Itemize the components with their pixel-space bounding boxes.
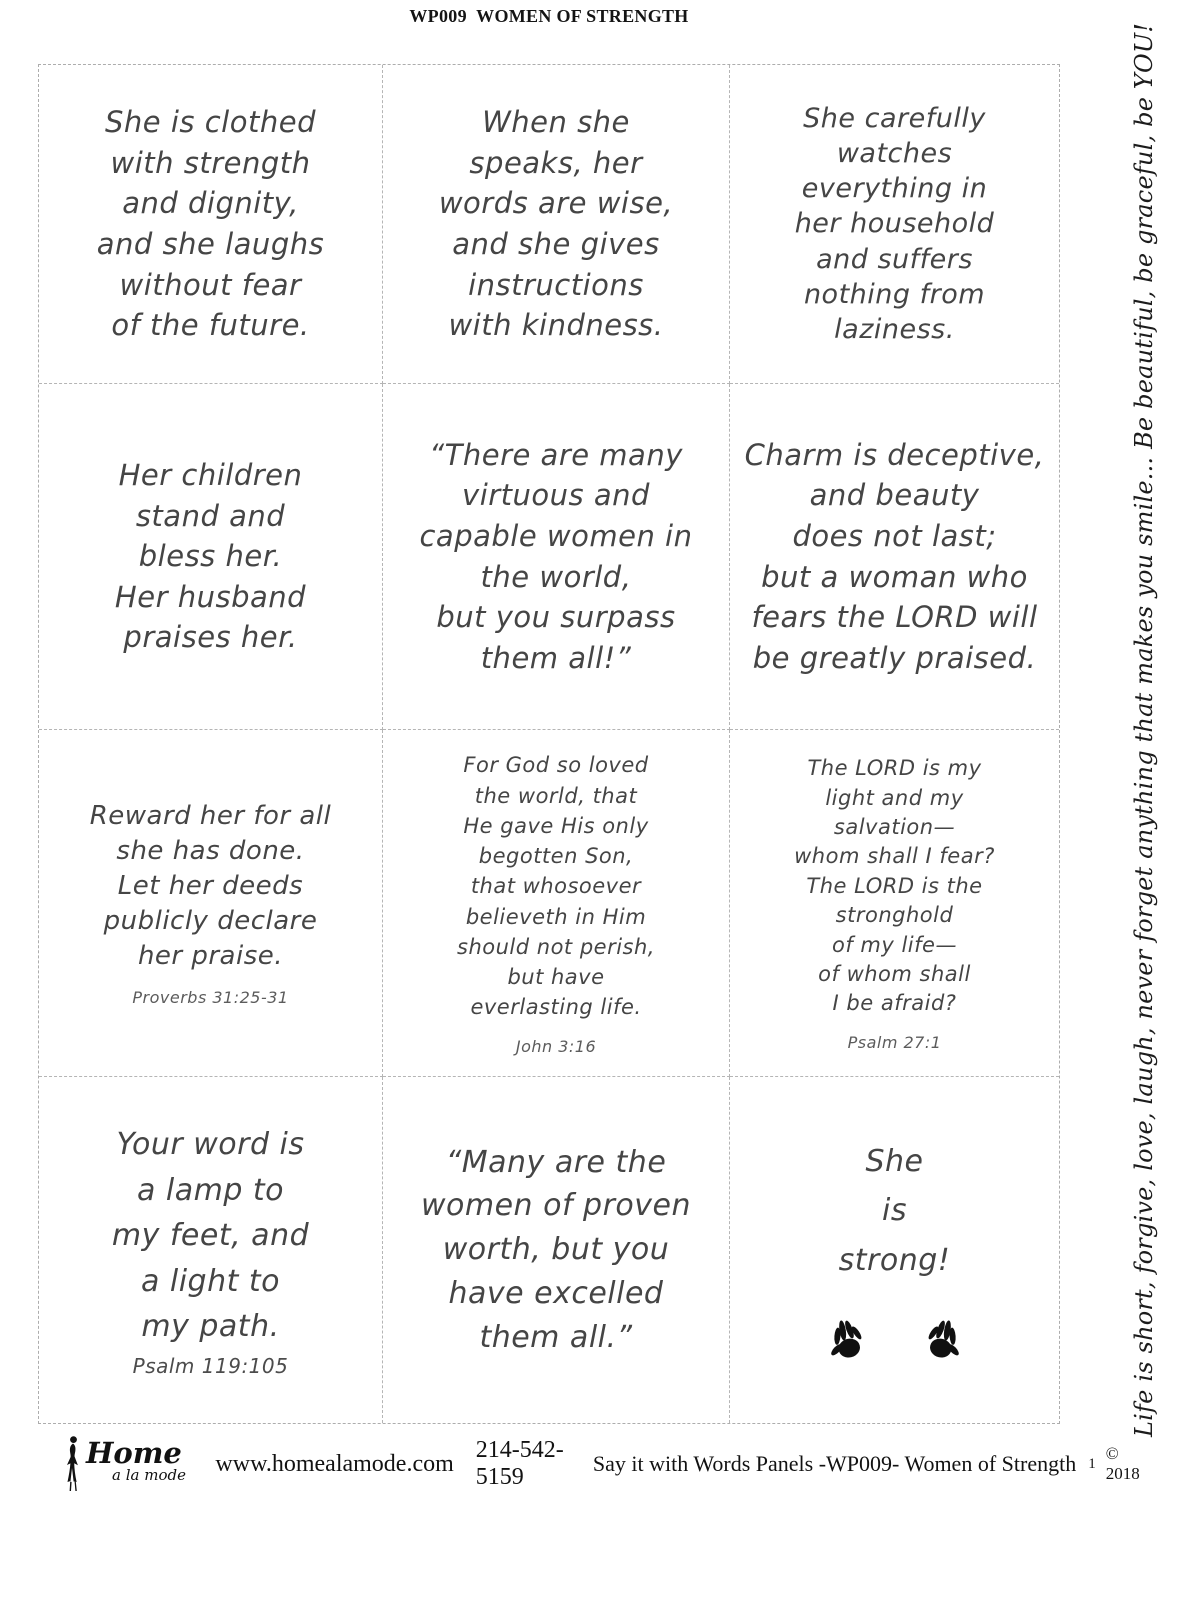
quote-text [795, 101, 995, 347]
quote-line: begotten Son, [478, 844, 634, 869]
quote-line: and dignity, [122, 186, 299, 221]
quote-panel [39, 384, 383, 730]
quote-line: words are wise, [438, 186, 674, 221]
quote-line: and beauty [809, 478, 980, 513]
quote-line: light and my [825, 785, 964, 810]
quote-line: capable women in [419, 518, 693, 553]
quote-line: “Many are the [445, 1144, 667, 1180]
quote-line: of whom shall [818, 961, 971, 986]
quote-text [839, 1137, 951, 1286]
quote-line: should not perish, [457, 934, 655, 959]
quote-text [115, 455, 306, 658]
quote-panel [730, 1077, 1059, 1423]
quote-line: the world, [480, 559, 632, 594]
quote-panel [39, 65, 383, 384]
quote-line: her praise. [137, 940, 284, 971]
product-tagline: Say it with Words Panels -WP009- Women of Strength [592, 1451, 1077, 1476]
quote-panel [730, 384, 1059, 730]
quote-line: She [865, 1143, 924, 1179]
quote-line: my path. [141, 1309, 280, 1345]
quote-panel [730, 730, 1059, 1077]
quote-line: without fear [119, 267, 302, 302]
brand-logo [60, 1435, 197, 1493]
quote-text [457, 750, 655, 1022]
quote-text [794, 754, 995, 1019]
quote-line: have excelled [448, 1275, 664, 1311]
website-text: www.homealamode.com [215, 1450, 454, 1477]
quote-line: everlasting life. [470, 995, 642, 1020]
quote-line: watches [836, 138, 953, 170]
hand-icon-right [914, 1310, 970, 1368]
quote-line: and she gives [452, 227, 660, 261]
quote-line: The LORD is the [806, 873, 983, 898]
verse-reference: Proverbs 31:25-31 [132, 987, 289, 1007]
footer [60, 1428, 1140, 1500]
logo-text [86, 1436, 186, 1484]
panels-grid [38, 64, 1060, 1424]
quote-panel [39, 730, 383, 1077]
quote-line: “There are many [429, 437, 683, 472]
quote-line: my feet, and [111, 1218, 310, 1254]
quote-line: believeth in Him [465, 904, 647, 929]
quote-line: When she [482, 105, 630, 140]
quote-line: I be afraid? [832, 991, 957, 1016]
quote-line: He gave His only [463, 813, 649, 838]
quote-line: and suffers [816, 243, 973, 275]
quote-panel [383, 65, 730, 384]
quote-line: a lamp to [136, 1172, 285, 1208]
quote-panel [383, 730, 730, 1077]
quote-line: with kindness. [448, 308, 664, 343]
quote-text [745, 435, 1045, 679]
quote-line: virtuous and [462, 478, 650, 513]
verse-reference: John 3:16 [515, 1036, 597, 1056]
quote-line: Charm is deceptive, [744, 437, 1045, 472]
copyright-text: © 2018 [1105, 1444, 1140, 1483]
logo-main-text: Home [86, 1436, 182, 1470]
quote-text [97, 102, 324, 346]
quote-line: and she laughs [96, 227, 325, 261]
quote-panel [39, 1077, 383, 1423]
quote-line: does not last; [792, 518, 997, 553]
quote-text [439, 102, 673, 346]
logo-sub-text: a la mode [112, 1466, 186, 1484]
quote-line: with strength [110, 145, 311, 180]
quote-line: the world, that [474, 783, 638, 808]
quote-text [112, 1122, 309, 1350]
quote-line: laziness. [834, 313, 955, 345]
verse-reference: Psalm 27:1 [847, 1032, 942, 1052]
sidebar-vertical-quote: Life is short, forgive, love, laugh, never forget anything that makes you smile... Be beautiful, be graceful, be YOU! [1130, 22, 1158, 1438]
quote-line: is [882, 1193, 907, 1229]
quote-line: praises her. [123, 620, 298, 655]
hand-icon-left [818, 1310, 874, 1368]
quote-line: but have [507, 965, 605, 990]
quote-line: she has done. [116, 836, 305, 867]
quote-line: stand and [135, 498, 286, 533]
quote-line: them all!” [480, 640, 632, 675]
quote-line: She is clothed [105, 105, 316, 140]
quote-line: her household [794, 208, 995, 240]
quote-line: Her husband [114, 579, 307, 614]
quote-line: Reward her for all [89, 801, 332, 832]
quote-line: of the future. [111, 308, 310, 343]
quote-line: instructions [468, 267, 644, 302]
quote-line: For God so loved [463, 753, 649, 778]
phone-text: 214-542-5159 [475, 1437, 564, 1490]
quote-line: Let her deeds [117, 871, 304, 902]
quote-line: them all.” [479, 1319, 633, 1355]
quote-line: but you surpass [436, 600, 676, 635]
quote-panel [383, 1077, 730, 1423]
quote-line: The LORD is my [807, 756, 982, 781]
quote-line: but a woman who [761, 559, 1028, 594]
quote-line: fears the LORD will [751, 600, 1038, 635]
quote-text [419, 435, 692, 679]
quote-line: of my life— [832, 932, 957, 957]
quote-text [90, 799, 332, 973]
quote-line: Your word is [116, 1127, 305, 1163]
quote-line: nothing from [803, 278, 986, 310]
quote-line: whom shall I fear? [794, 844, 995, 869]
quote-line: publicly declare [103, 905, 318, 936]
quote-line: Her children [118, 458, 303, 493]
verse-reference: Psalm 119:105 [132, 1353, 289, 1378]
quote-line: salvation— [833, 815, 956, 840]
quote-line: everything in [801, 173, 988, 205]
quote-line: She carefully [803, 103, 986, 135]
quote-line: stronghold [835, 903, 954, 928]
woman-silhouette-icon [60, 1435, 84, 1493]
quote-panel [730, 65, 1059, 384]
quote-panel [383, 384, 730, 730]
quote-line: women of proven [420, 1188, 692, 1224]
quote-line: a light to [140, 1263, 281, 1299]
page-number: 1 [1088, 1455, 1096, 1472]
quote-line: that whosoever [470, 874, 642, 899]
quote-text [421, 1141, 691, 1360]
quote-line: speaks, her [469, 145, 643, 180]
page-title: WP009 WOMEN OF STRENGTH [409, 6, 689, 26]
quote-line: bless her. [138, 539, 283, 574]
quote-line: strong! [838, 1242, 951, 1278]
quote-line: be greatly praised. [752, 640, 1037, 675]
hands-icons [824, 1315, 966, 1363]
quote-line: worth, but you [442, 1232, 670, 1268]
